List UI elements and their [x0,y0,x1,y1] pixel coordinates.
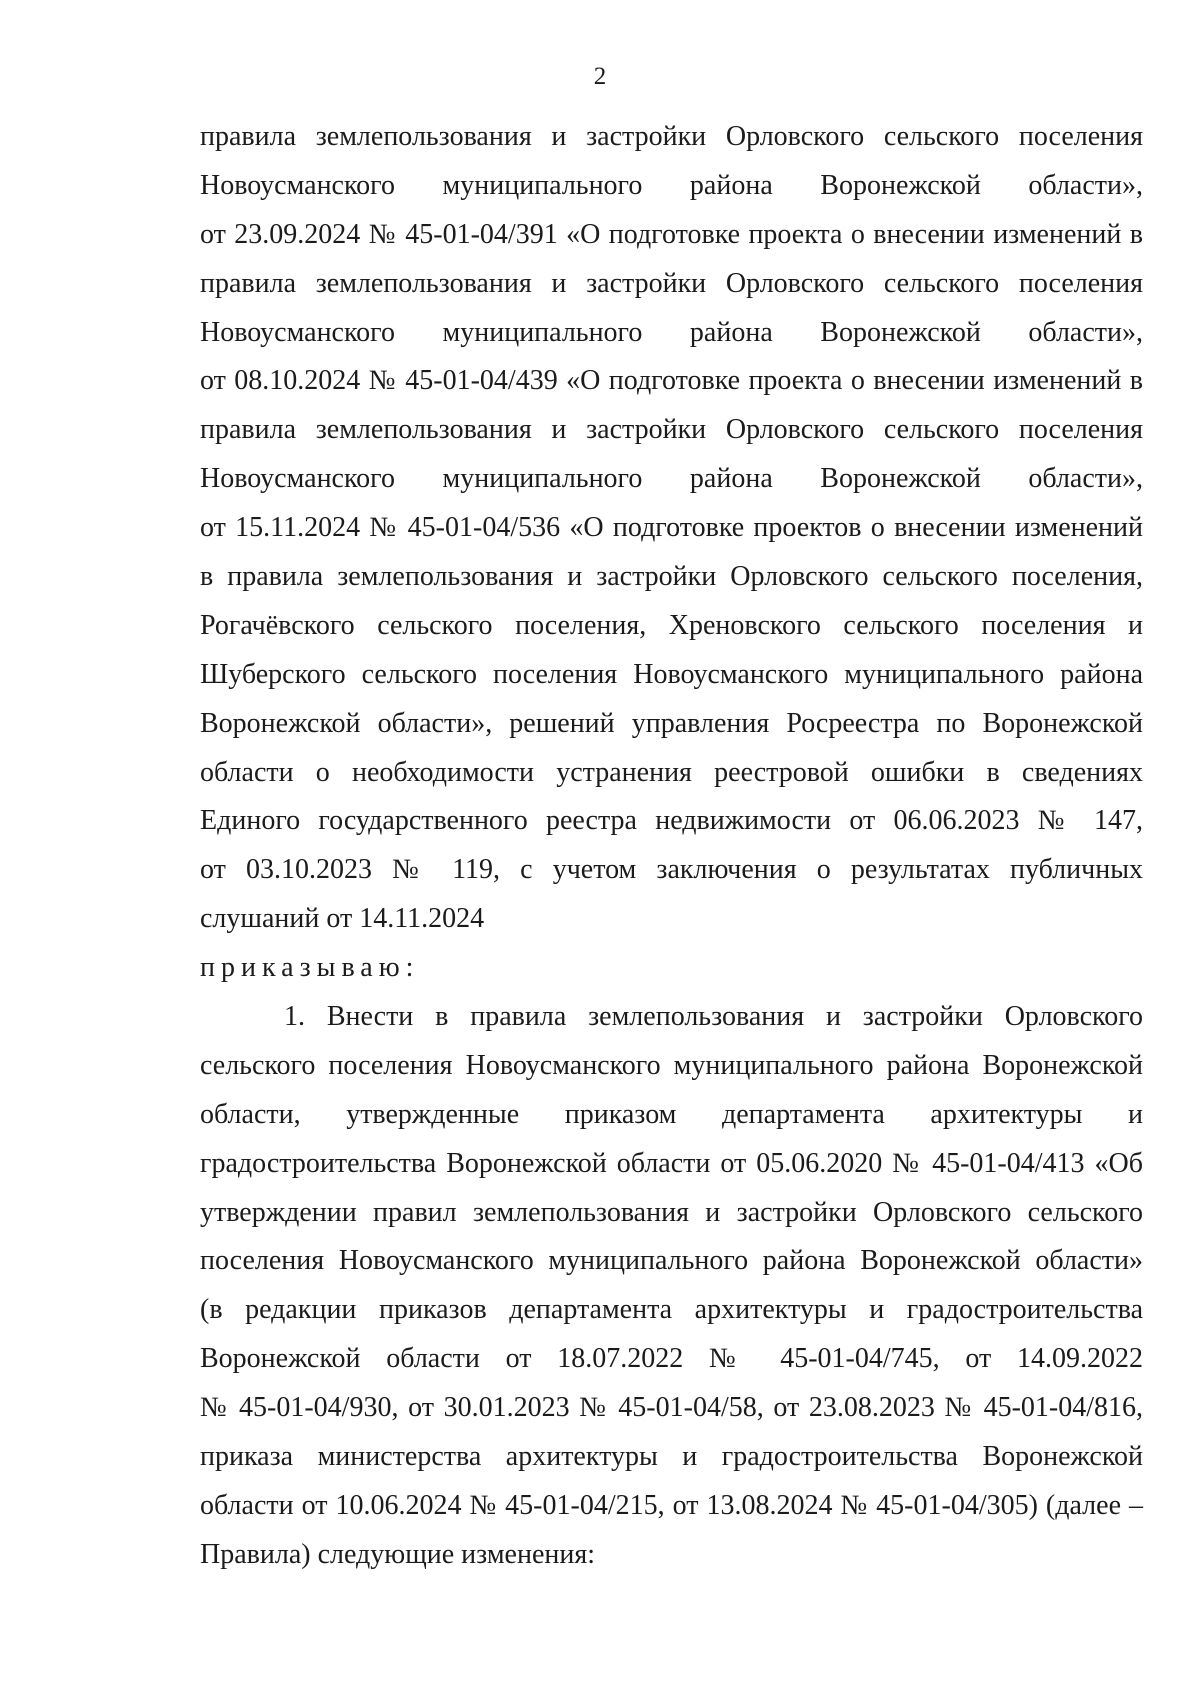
text-line: (в редакции приказов департамента архитектуры и градостроительства [200,1294,1143,1326]
order-word: приказываю: [200,952,420,984]
text-line: правила землепользования и застройки Орловского сельского поселения [200,121,1143,152]
text-line: № 45-01-04/930, от 30.01.2023 № 45-01-04/58, от 23.08.2023 № 45-01-04/816, [200,1392,1143,1424]
text-line: градостроительства Воронежской области от 05.06.2020 № 45-01-04/413 «Об [200,1147,1143,1179]
text-line: области о необходимости устранения реестровой ошибки в сведениях [200,756,1143,788]
text-line: области, утвержденные приказом департамента архитектуры и [200,1098,1143,1130]
text-line: правила землепользования и застройки Орловского сельского поселения [200,267,1143,299]
text-line: Правила) следующие изменения: [200,1538,596,1570]
text-line: слушаний от 14.11.2024 [200,903,485,935]
text-line: Воронежской области от 18.07.2022 № 45-01-04/745, от 14.09.2022 [200,1343,1143,1375]
text-line: Шуберского сельского поселения Новоусманского муниципального района [200,658,1143,690]
text-line: приказа министерства архитектуры и градостроительства Воронежской [200,1441,1143,1473]
text-line: Рогачёвского сельского поселения, Хреновского сельского поселения и [200,609,1143,641]
text-line: сельского поселения Новоусманского муниципального района Воронежской [200,1049,1143,1081]
text-line: в правила землепользования и застройки Орловского сельского поселения, [200,561,1143,593]
text-line: от 23.09.2024 № 45-01-04/391 «О подготовке проекта о внесении изменений в [200,218,1143,250]
text-line: Новоусманского муниципального района Воронежской области», [200,316,1143,348]
text-line: 1. Внести в правила землепользования и застройки Орловского [284,1001,1143,1033]
text-line: утверждении правил землепользования и застройки Орловского сельского [200,1196,1143,1228]
text-line: от 15.11.2024 № 45-01-04/536 «О подготовке проектов о внесении изменений [200,512,1143,544]
text-line: Единого государственного реестра недвижимости от 06.06.2023 № 147, [200,805,1143,837]
text-line: Воронежской области», решений управления Росреестра по Воронежской [200,707,1143,739]
text-line: области от 10.06.2024 № 45-01-04/215, от 13.08.2024 № 45-01-04/305) (далее – [200,1489,1143,1521]
text-line: от 03.10.2023 № 119, с учетом заключения о результатах публичных [200,854,1143,886]
document-body [200,113,1143,1580]
text-line: Новоусманского муниципального района Воронежской области», [200,463,1143,495]
text-line: поселения Новоусманского муниципального района Воронежской области» [200,1245,1143,1277]
page-number: 2 [593,63,607,90]
text-line: Новоусманского муниципального района Воронежской области», [200,169,1143,201]
text-line: правила землепользования и застройки Орловского сельского поселения [200,414,1143,446]
text-line: от 08.10.2024 № 45-01-04/439 «О подготовке проекта о внесении изменений в [200,365,1143,397]
